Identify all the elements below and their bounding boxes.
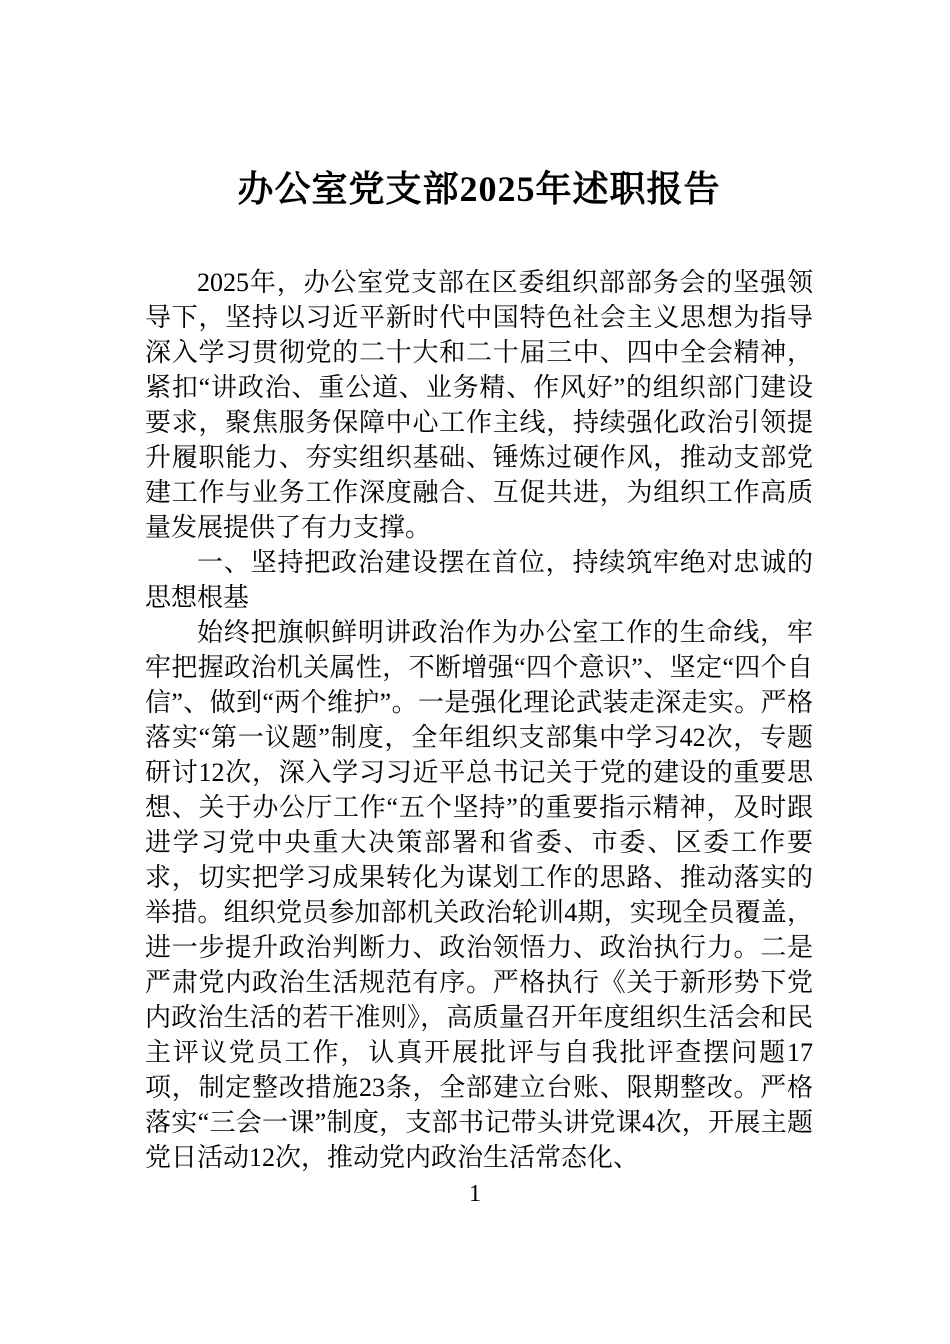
page-number: 1 <box>469 1181 481 1207</box>
document-title: 办公室党支部2025年述职报告 <box>237 169 721 209</box>
document-body <box>145 163 813 1175</box>
paragraph-intro: 2025年，办公室党支部在区委组织部部务会的坚强领导下，坚持以习近平新时代中国特色社会主义思想为指导深入学习贯彻党的二十大和二十届三中、四中全会精神，紧扣“讲政治、重公道、业务精、作风好”的组织部门建设要求，聚焦服务保障中心工作主线，持续强化政治引领提升履职能力、夯实组织基础、锤炼过硬作风，推动支部党建工作与业务工作深度融合、互促共进，为组织工作高质量发展提供了有力支撑。 <box>145 268 813 542</box>
page-footer <box>0 1178 950 1210</box>
paragraph-section-heading: 一、坚持把政治建设摆在首位，持续筑牢绝对忠诚的思想根基 <box>145 548 813 612</box>
paragraph-section-body: 始终把旗帜鲜明讲政治作为办公室工作的生命线，牢牢把握政治机关属性，不断增强“四个意识”、坚定“四个自信”、做到“两个维护”。一是强化理论武装走深走实。严格落实“第一议题”制度，全年组织支部集中学习42次，专题研讨12次，深入学习习近平总书记关于党的建设的重要思想、关于办公厅工作“五个坚持”的重要指示精神，及时跟进学习党中央重大决策部署和省委、市委、区委工作要求，切实把学习成果转化为谋划工作的思路、推动落实的举措。组织党员参加部机关政治轮训4期，实现全员覆盖，进一步提升政治判断力、政治领悟力、政治执行力。二是严肃党内政治生活规范有序。严格执行《关于新形势下党内政治生活的若干准则》，高质量召开年度组织生活会和民主评议党员工作，认真开展批评与自我批评查摆问题17项，制定整改措施23条，全部建立台账、限期整改。严格落实“三会一课”制度，支部书记带头讲党课4次，开展主题党日活动12次，推动党内政治生活常态化、 <box>145 618 813 1172</box>
